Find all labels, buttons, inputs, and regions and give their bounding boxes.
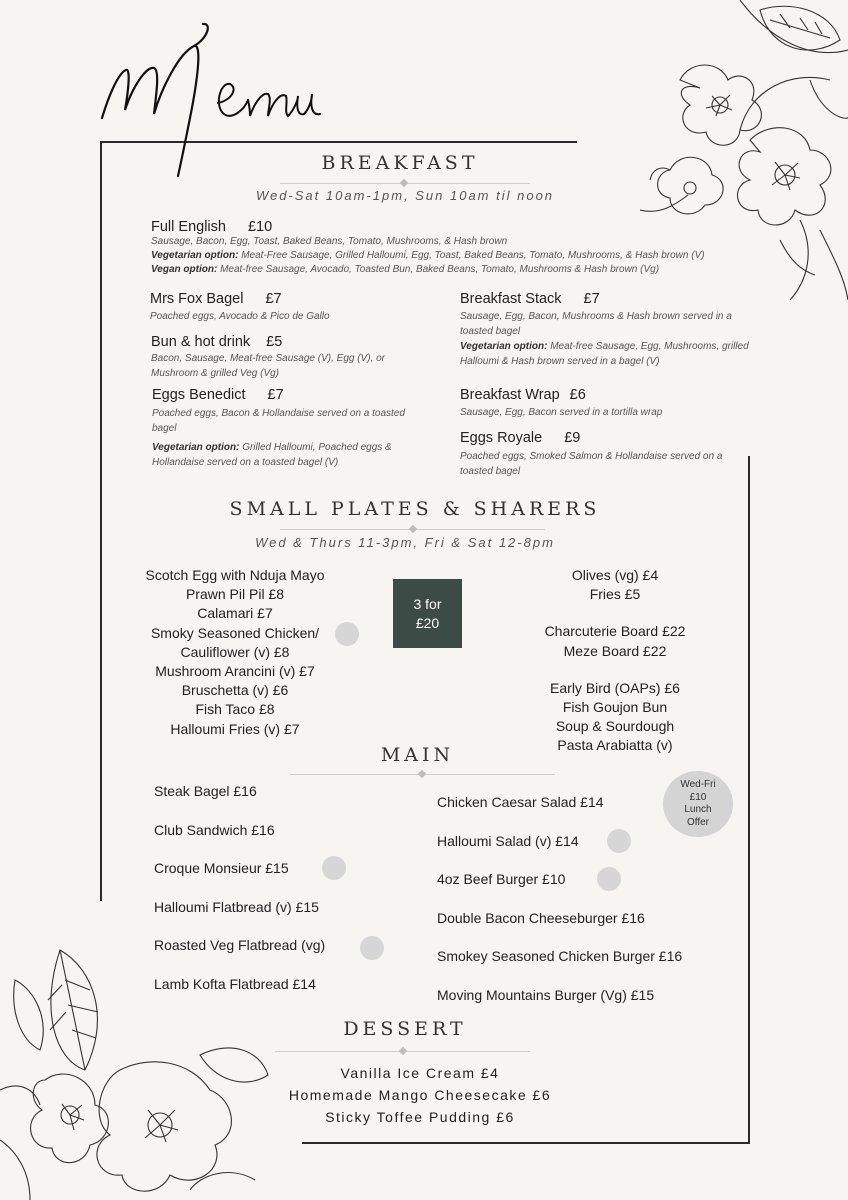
full-english-desc: Sausage, Bacon, Egg, Toast, Baked Beans, Tomato, Mushrooms, & Hash brown: [151, 236, 508, 247]
option-desc: Meat-Free Sausage, Grilled Halloumi, Egg, Toast, Baked Beans, Tomato, Mushrooms, & Hash brown (V): [241, 250, 705, 261]
small-plates-left-list: [110, 566, 360, 739]
breakfast-item-bun-hot-drink: [151, 333, 426, 381]
item-price: £6: [569, 387, 586, 403]
small-plates-title: SMALL PLATES & SHARERS: [229, 498, 601, 520]
item-desc: Poached eggs, Avocado & Pico de Gallo: [150, 311, 330, 322]
item-price: £7: [583, 291, 600, 307]
main-right-list: [437, 794, 682, 1025]
full-english-veg-option: [151, 249, 781, 264]
option-label: Vegetarian option:: [460, 341, 548, 352]
option-label: Vegetarian option:: [152, 442, 240, 453]
list-item: 4oz Beef Burger £10: [437, 871, 566, 887]
badge-line: Lunch: [684, 804, 712, 815]
list-item: Fish Goujon Bun: [562, 699, 668, 716]
badge-line: Wed-Fri: [680, 779, 716, 790]
badge-line: £10: [689, 791, 707, 803]
item-name: Breakfast Wrap: [460, 387, 560, 403]
list-item: Double Bacon Cheeseburger £16: [437, 909, 645, 926]
item-desc: Poached eggs, Smoked Salmon & Hollandaise served on a toasted bagel: [460, 451, 723, 477]
frame-line-left: [100, 141, 102, 901]
item-name: Mrs Fox Bagel: [150, 291, 244, 307]
item-price: £5: [266, 334, 283, 350]
item-price: £7: [267, 387, 284, 403]
item-name: Breakfast Stack: [460, 291, 562, 307]
full-english-heading: [151, 218, 272, 236]
breakfast-item-eggs-benedict: [152, 386, 437, 470]
dessert-list: [230, 1062, 610, 1128]
item-desc: Sausage, Egg, Bacon, Mushrooms & Hash brown served in a toasted bagel: [460, 311, 732, 337]
item-desc: Poached eggs, Bacon & Hollandaise served on a toasted bagel: [152, 408, 405, 434]
list-item: Calamari £7: [197, 605, 273, 622]
option-label: Vegetarian option:: [151, 250, 239, 261]
list-item: Scotch Egg with Nduja Mayo: [145, 567, 325, 583]
list-item: Pasta Arabiatta (v): [557, 737, 673, 754]
option-desc: Meat-free Sausage, Egg, Mushrooms, grilled Halloumi & Hash brown served in a bagel (V): [460, 341, 749, 367]
list-item: Smoky Seasoned Chicken/: [150, 624, 320, 641]
list-item: Prawn Pil Pil £8: [185, 586, 285, 603]
gluten-free-dot: [360, 936, 384, 960]
list-item: Vanilla Ice Cream £4: [340, 1065, 500, 1081]
list-item: Halloumi Salad (v) £14: [437, 832, 579, 849]
small-plates-divider-diamond: [409, 525, 417, 533]
list-item: Soup & Sourdough: [555, 718, 675, 735]
dessert-divider-diamond: [399, 1047, 407, 1055]
list-item: Moving Mountains Burger (Vg) £15: [437, 986, 655, 1003]
breakfast-item-mrs-fox-bagel: [150, 290, 440, 325]
breakfast-title: BREAKFAST: [321, 152, 479, 174]
frame-line-right: [748, 456, 750, 1144]
list-item: Lamb Kofta Flatbread £14: [154, 975, 316, 992]
list-item: Olives (vg) £4: [571, 567, 659, 583]
breakfast-item-eggs-royale: [460, 429, 745, 479]
list-item: Roasted Veg Flatbread (vg): [154, 937, 326, 953]
gluten-free-dot: [335, 622, 359, 646]
option-label: Vegan option:: [151, 264, 218, 275]
item-desc: Sausage, Egg, Bacon served in a tortilla wrap: [460, 407, 663, 418]
item-price: £10: [247, 219, 273, 235]
list-item: Croque Monsieur £15: [154, 860, 289, 876]
item-veg-option: [460, 340, 755, 369]
list-item: Halloumi Fries (v) £7: [170, 720, 300, 737]
gluten-free-dot: [597, 867, 621, 891]
list-item: Meze Board £22: [563, 642, 667, 659]
item-price: £9: [564, 430, 581, 446]
offer-line: 3 for: [413, 595, 442, 612]
list-item: Club Sandwich £16: [154, 821, 275, 838]
option-desc: Meat-free Sausage, Avocado, Toasted Bun, Baked Beans, Tomato, Mushrooms & Hash brown (Vg): [220, 264, 660, 275]
list-item: Smokey Seasoned Chicken Burger £16: [437, 948, 683, 964]
item-veg-option: [152, 441, 437, 470]
breakfast-item-breakfast-wrap: [460, 386, 750, 421]
main-left-list: [154, 783, 325, 1014]
gluten-free-dot: [322, 856, 346, 880]
frame-line-bottom: [302, 1142, 750, 1144]
offer-line: £20: [415, 614, 440, 631]
list-item: Homemade Mango Cheesecake £6: [288, 1087, 552, 1103]
option-desc: Grilled Halloumi, Poached eggs & Hollandaise served on a toasted bagel (V): [152, 442, 392, 468]
item-price: £7: [265, 291, 282, 307]
full-english-vegan-option: [151, 263, 771, 278]
item-desc: Bacon, Sausage, Meat-free Sausage (V), Egg (V), or Mushroom & grilled Veg (Vg): [151, 353, 386, 379]
list-item: Bruschetta (v) £6: [181, 682, 289, 699]
breakfast-item-breakfast-stack: [460, 290, 755, 369]
list-item: Early Bird (OAPs) £6: [550, 679, 680, 696]
small-plates-right-list: [510, 566, 720, 756]
list-item: Fries £5: [589, 586, 641, 603]
item-name: Bun & hot drink: [151, 334, 251, 350]
list-item: Mushroom Arancini (v) £7: [155, 663, 315, 680]
list-item: Sticky Toffee Pudding £6: [325, 1109, 515, 1125]
breakfast-divider-diamond: [400, 179, 408, 187]
gluten-free-dot: [607, 829, 631, 853]
list-item: Steak Bagel £16: [154, 783, 257, 799]
main-divider-diamond: [418, 770, 426, 778]
list-item: Chicken Caesar Salad £14: [437, 794, 604, 810]
list-item: Cauliflower (v) £8: [180, 643, 290, 660]
list-item: Fish Taco £8: [195, 701, 275, 718]
breakfast-hours: Wed-Sat 10am-1pm, Sun 10am til noon: [255, 188, 555, 203]
badge-line: Offer: [686, 816, 710, 828]
dessert-title: DESSERT: [343, 1018, 467, 1040]
list-item: Halloumi Flatbread (v) £15: [154, 898, 319, 915]
list-item: Charcuterie Board £22: [544, 623, 686, 640]
item-name: Full English: [151, 219, 226, 235]
main-title: MAIN: [380, 744, 455, 766]
lunch-offer-badge: [663, 771, 733, 837]
small-plates-hours: Wed & Thurs 11-3pm, Fri & Sat 12-8pm: [255, 535, 555, 550]
item-name: Eggs Benedict: [152, 387, 246, 403]
item-name: Eggs Royale: [460, 430, 543, 446]
three-for-twenty-offer: [393, 579, 462, 648]
